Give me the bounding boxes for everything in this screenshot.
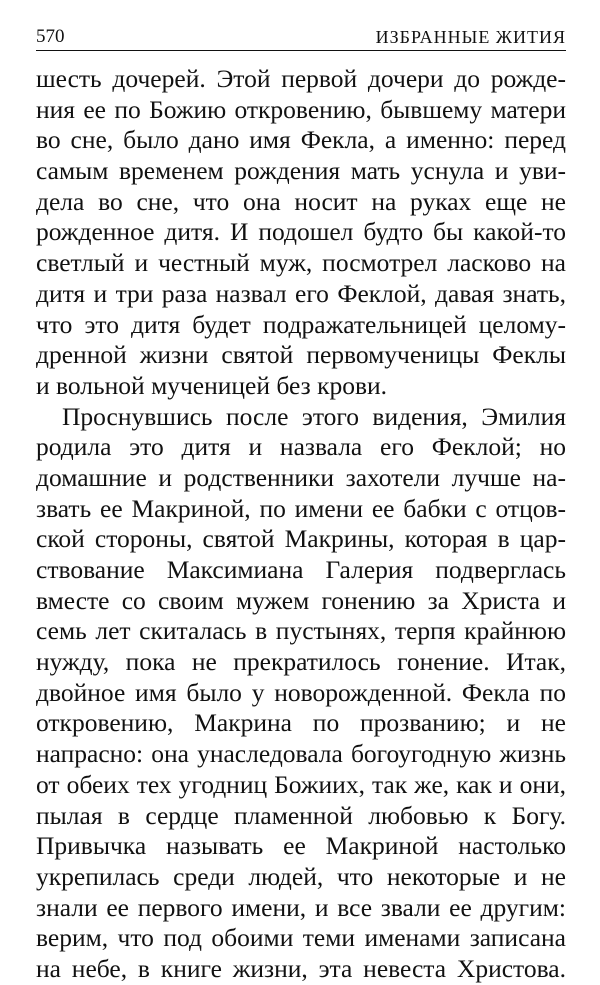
text-line: на небе, в книге жизни, эта невеста Христова. — [36, 953, 566, 983]
text-line: домашние и родственники захотели лучше на- — [36, 462, 566, 492]
text-line: семь лет скиталась в пустынях, терпя крайнюю — [36, 616, 566, 646]
page-number: 570 — [36, 26, 65, 47]
text-line: дела во сне, что она носит на руках еще не — [36, 186, 566, 216]
text-line: напрасно: она унаследовала богоугодную жизнь — [36, 739, 566, 769]
text-line: от обеих тех угодниц Божиих, так же, как и они, — [36, 769, 566, 799]
text-line: ствование Максимиана Галерия подверглась — [36, 555, 566, 584]
text-line: Проснувшись после этого видения, Эмилия — [62, 401, 566, 431]
text-line: звать ее Макриной, по имени ее бабки с отцов- — [36, 493, 566, 523]
text-line: верим, что под обоими теми именами записана — [36, 923, 566, 953]
text-line: во сне, было дано имя Фекла, а именно: перед — [36, 125, 566, 155]
header-rule — [36, 50, 566, 51]
text-line: ния ее по Божию откровению, бывшему матери — [36, 94, 566, 124]
text-line: ской стороны, святой Макрины, которая в цар- — [36, 524, 566, 554]
running-title: ИЗБРАННЫЕ ЖИТИЯ — [375, 27, 566, 47]
paragraph-2 — [36, 402, 566, 985]
paragraph-1 — [36, 64, 566, 402]
text-line: дитя и три раза назвал его Феклой, давая знать, — [36, 278, 566, 308]
text-line: Привычка называть ее Макриной настолько — [36, 831, 566, 861]
text-line: укрепилась среди людей, что некоторые и не — [36, 861, 566, 891]
text-line: двойное имя было у новорожденной. Фекла по — [36, 677, 566, 707]
text-line: пылая в сердце пламенной любовью к Богу. — [36, 800, 566, 830]
text-line: нужду, пока не прекратилось гонение. Итак, — [36, 647, 566, 677]
text-line: дренной жизни святой первомученицы Феклы — [36, 340, 566, 370]
text-line: вместе со своим мужем гонению за Христа и — [36, 585, 566, 615]
text-line: шесть дочерей. Этой первой дочери до рожде- — [36, 64, 566, 93]
text-line: родила это дитя и назвала его Феклой; но — [36, 432, 566, 462]
text-line: рожденное дитя. И подошел будто бы какой-то — [36, 217, 566, 247]
body-text — [36, 64, 566, 985]
running-head — [36, 22, 566, 48]
text-line: откровению, Макрина по прозванию; и не — [36, 708, 566, 738]
text-line: светлый и честный муж, посмотрел ласково на — [36, 248, 566, 278]
text-line: что это дитя будет подражательницей целому- — [36, 309, 566, 339]
text-line: самым временем рождения мать уснула и уви- — [36, 156, 566, 186]
text-line: знали ее первого имени, и все звали ее другим: — [36, 892, 566, 922]
text-line: и вольной мученицей без крови. — [36, 370, 388, 400]
